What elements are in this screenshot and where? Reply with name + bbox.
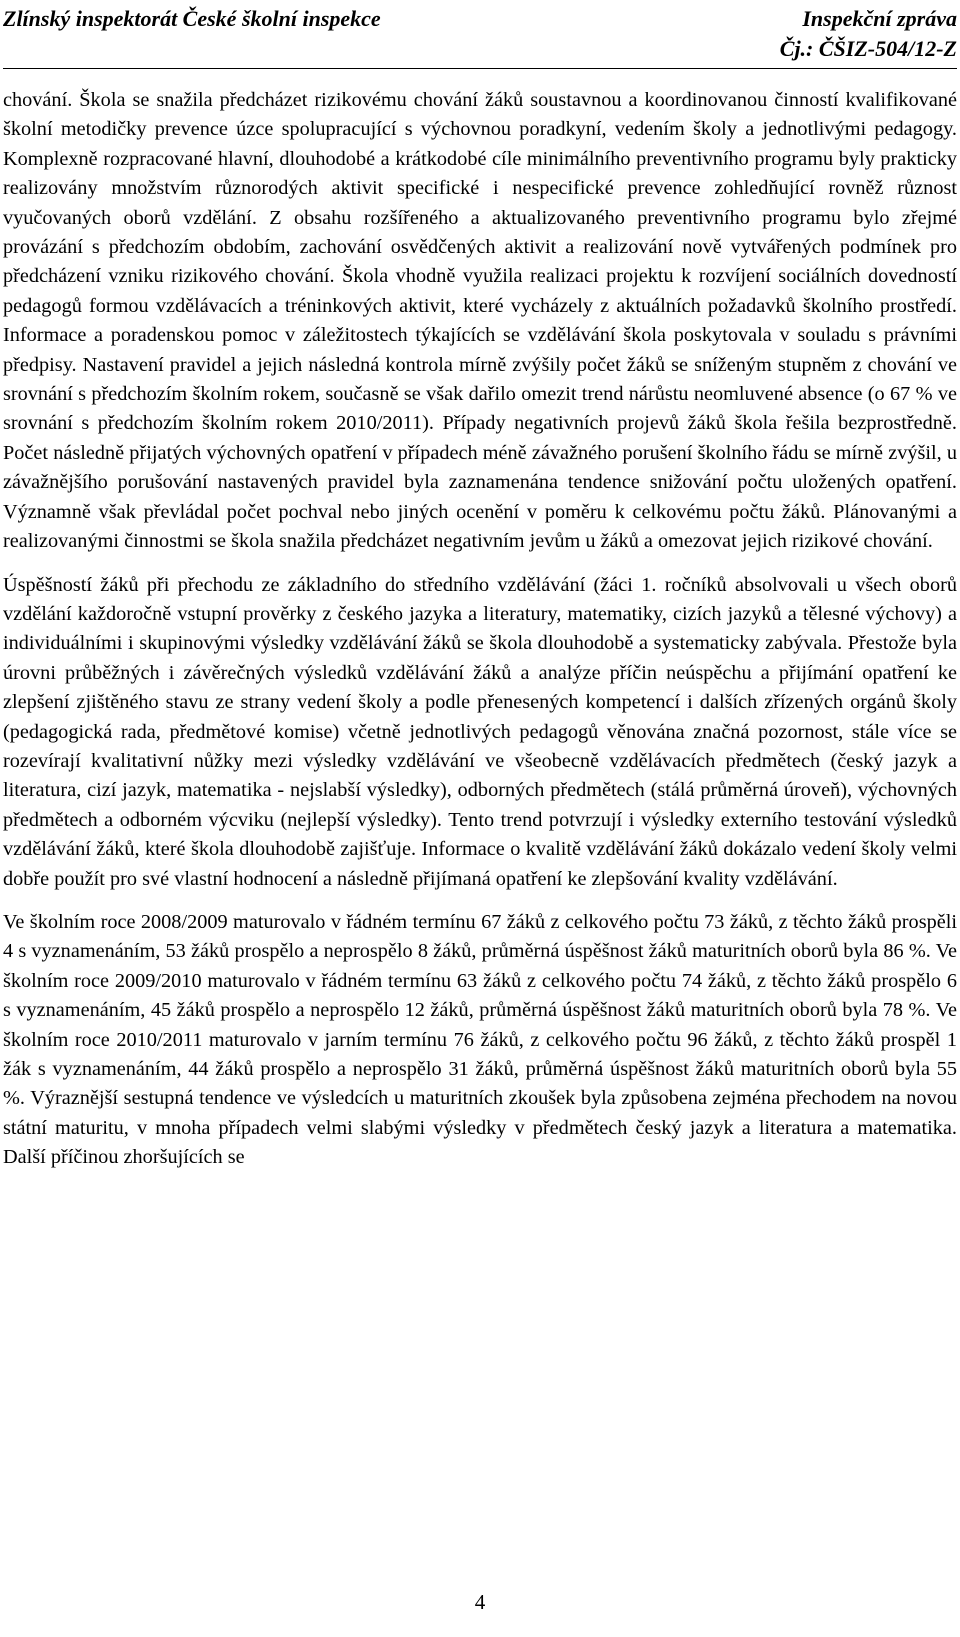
header-report-info xyxy=(780,4,957,64)
header-report-title: Inspekční zpráva xyxy=(802,6,957,31)
header-institution: Zlínský inspektorát České školní inspekce xyxy=(3,6,381,31)
paragraph-risk-behavior: chování. Škola se snažila předcházet rizikovému chování žáků soustavnou a koordinovanou činností kvalifikované školní metodičky prevence úzce spolupracující s výchovnou poradkyní, vedením školy a jednotlivými pedagogy. Komplexně rozpracované hlavní, dlouhodobé a krátkodobé cíle minimálního preventivního programu byly prakticky realizovány množstvím různorodých aktivit specifické i nespecifické prevence zohledňující rovněž různost vyučovaných oborů vzdělání. Z obsahu rozšířeného a aktualizovaného preventivního programu bylo zřejmé provázání s předchozím obdobím, zachování osvědčených aktivit a realizování nově vytvářených podmínek pro předcházení vzniku rizikového chování. Škola vhodně využila realizaci projektu k rozvíjení sociálních dovedností pedagogů formou vzdělávacích a tréninkových aktivit, které vycházely z aktuálních požadavků školního prostředí. Informace a poradenskou pomoc v záležitostech týkajících se vzdělávání škola poskytovala v souladu s právními předpisy. Nastavení pravidel a jejich následná kontrola mírně zvýšily počet žáků se sníženým stupněm z chování ve srovnání s předchozím školním rokem, současně se však dařilo omezit trend nárůstu neomluvené absence (o 67 % ve srovnání s předchozím školním rokem 2010/2011). Případy negativních projevů žáků škola řešila bezprostředně. Počet následně přijatých výchovných opatření v případech méně závažného porušení školního řádu se mírně zvýšil, u závažnějšího porušování nastavených pravidel byla zaznamenána tendence snižování počtu uložených opatření. Významně však převládal počet pochval nebo jiných ocenění v poměru k celkovému počtu žáků. Plánovanými a realizovanými činnostmi se škola snažila předcházet negativním jevům u žáků a omezovat jejich rizikové chování. xyxy=(3,89,957,553)
page-number: 4 xyxy=(474,1590,486,1614)
paragraph-maturita-results: Ve školním roce 2008/2009 maturovalo v řádném termínu 67 žáků z celkového počtu 73 žáků, z těchto žáků prospěli 4 s vyznamenáním, 53 žáků prospělo a neprospělo 8 žáků, průměrná úspěšnost žáků maturitních oborů byla 86 %. Ve školním roce 2009/2010 maturovalo v řádném termínu 63 žáků z celkového počtu 74 žáků, z těchto žáků prospělo 6 s vyznamenáním, 45 žáků prospělo a neprospělo 12 žáků, průměrná úspěšnost žáků maturitních oborů byla 78 %. Ve školním roce 2010/2011 maturovalo v jarním termínu 76 žáků, z celkového počtu 96 žáků, z těchto žáků prospěl 1 žák s vyznamenáním, 44 žáků prospělo a neprospělo 31 žáků, průměrná úspěšnost žáků maturitních oborů byla 55 %. Výraznější sestupná tendence ve výsledcích u maturitních zkoušek byla způsobena zejména přechodem na novou státní maturitu, v mnoha případech velmi slabými výsledky v předmětech český jazyk a literatura a matematika. Další příčinou zhoršujících se xyxy=(3,910,957,1169)
header-reference-number: Čj.: ČŠIZ-504/12-Z xyxy=(779,36,957,61)
paragraph-student-success: Úspěšností žáků při přechodu ze základního do středního vzdělávání (žáci 1. ročníků absolvovali u všech oborů vzdělání každoročně vstupní prověrky z českého jazyka a literatury, matematiky, cizích jazyků a tělesné výchovy) a individuálními i skupinovými výsledky vzdělávání žáků se škola dlouhodobě a systematicky zabývala. Přestože byla úrovni průběžných i závěrečných výsledků vzdělávání žáků a analýze příčin neúspěchu a přijímání opatření ke zlepšení zjištěného stavu ze strany vedení školy a podle přenesených kompetencí i dalších zřízených orgánů školy (pedagogická rada, předmětové komise) včetně jednotlivých pedagogů věnována značná pozornost, stále více se rozevírají kvalitativní nůžky mezi výsledky vzdělávání ve všeobecně vzdělávacích předmětech (český jazyk a literatura, cizí jazyk, matematika - nejslabší výsledky), odborných předmětech (stálá průměrná úroveň), výchovných předmětech a odborném výcviku (nejlepší výsledky). Tento trend potvrzují i výsledky externího testování výsledků vzdělávání žáků, které škola dlouhodobě zajišťuje. Informace o kvalitě vzdělávání žáků dokázalo vedení školy velmi dobře použít pro své vlastní hodnocení a následně přijímaná opatření ke zlepšování kvality vzdělávání. xyxy=(3,573,957,890)
page-header xyxy=(3,4,957,69)
document-body xyxy=(3,86,957,1187)
